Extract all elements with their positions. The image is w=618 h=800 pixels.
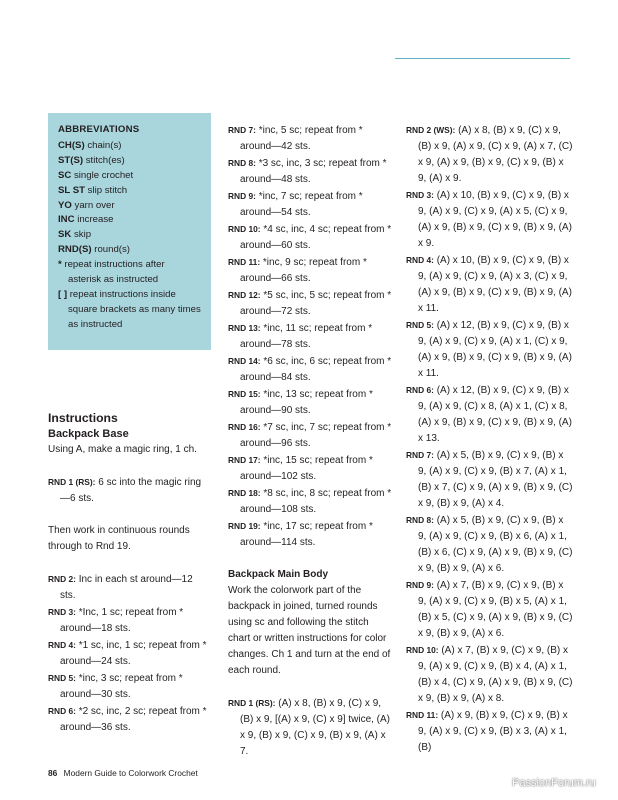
round-instruction: RND 5: (A) x 12, (B) x 9, (C) x 9, (B) x 9, (A) x 9, (C) x 9, (A) x 1, (C) x 9, (A) x 9, (B) x 9, (C) x 9, (B) x 9, (A) x 11. (406, 320, 572, 379)
round-instruction: RND 7: *inc, 5 sc; repeat from * around—42 sts. (228, 125, 363, 152)
round-instruction: RND 18: *8 sc, inc, 8 sc; repeat from * around—108 sts. (228, 488, 392, 515)
round-instruction: RND 6: (A) x 12, (B) x 9, (C) x 9, (B) x 9, (A) x 9, (C) x 8, (A) x 1, (C) x 8, (A) x 9, (B) x 9, (C) x 9, (B) x 9, (A) x 13. (406, 385, 572, 444)
round-instruction: RND 12: *5 sc, inc, 5 sc; repeat from * around—72 sts. (228, 290, 392, 317)
abbreviations-box (48, 113, 211, 350)
watermark: PassionForum.ru (512, 777, 596, 789)
round-instruction: RND 11: *inc, 9 sc; repeat from * around—66 sts. (228, 257, 367, 284)
main-body-text: Work the colorwork part of the backpack in joined, turned rounds using sc and following the stitch chart or written instructions for color changes. Ch 1 and turn at the end of each round. (228, 585, 391, 676)
round-instruction: RND 17: *inc, 15 sc; repeat from * around—102 sts. (228, 455, 373, 482)
round-instruction: RND 6: *2 sc, inc, 2 sc; repeat from * around—36 sts. (48, 706, 207, 733)
abbreviation-item: ST(S) stitch(es) (58, 154, 125, 166)
abbreviation-item: * repeat instructions after asterisk as instructed (58, 259, 165, 286)
column-2 (228, 122, 393, 760)
continuous-rounds-text: Then work in continuous rounds through to Rnd 19. (48, 525, 190, 552)
abbreviation-item: RND(S) round(s) (58, 244, 130, 256)
abbreviations-list (58, 139, 203, 333)
round-instruction: RND 9: *inc, 7 sc; repeat from * around—54 sts. (228, 191, 363, 218)
backpack-base-heading: Backpack Base (48, 428, 129, 440)
book-title: Modern Guide to Colorwork Crochet (63, 768, 198, 778)
round-instruction: RND 8: (A) x 5, (B) x 9, (C) x 9, (B) x 9, (A) x 9, (C) x 9, (B) x 6, (A) x 1, (B) x 6, (C) x 9, (A) x 9, (B) x 9, (C) x 9, (B) x 9, (A) x 6. (406, 515, 573, 574)
round-instruction: RND 9: (A) x 7, (B) x 9, (C) x 9, (B) x 9, (A) x 9, (C) x 9, (B) x 5, (A) x 1, (B) x 5, (C) x 9, (A) x 9, (B) x 9, (C) x 9, (B) x 9, (A) x 6. (406, 580, 573, 639)
round-instruction: RND 13: *inc, 11 sc; repeat from * around—78 sts. (228, 323, 373, 350)
round-instruction: RND 4: *1 sc, inc, 1 sc; repeat from * around—24 sts. (48, 640, 207, 667)
round-instruction: RND 14: *6 sc, inc, 6 sc; repeat from * around—84 sts. (228, 356, 392, 383)
abbreviation-item: SL ST slip stitch (58, 184, 128, 196)
abbreviation-item: CH(S) chain(s) (58, 139, 122, 151)
abbreviation-item: YO yarn over (58, 199, 115, 211)
round-instruction: RND 11: (A) x 9, (B) x 9, (C) x 9, (B) x 9, (A) x 9, (C) x 9, (B) x 3, (A) x 1, (B) (406, 710, 568, 753)
page-footer (48, 768, 198, 778)
intro-text: Using A, make a magic ring, 1 ch. (48, 444, 197, 455)
round-instruction: RND 2 (WS): (A) x 8, (B) x 9, (C) x 9, (B) x 9, (A) x 9, (C) x 9, (A) x 7, (C) x 9, (A) x 9, (B) x 9, (C) x 9, (B) x 9, (A) x 9. (406, 125, 573, 184)
round-instruction: RND 8: *3 sc, inc, 3 sc; repeat from * around—48 sts. (228, 158, 387, 185)
base-rounds-list-cont (228, 122, 393, 551)
abbreviation-item: [ ] repeat instructions inside square brackets as many times as instructed (58, 288, 201, 330)
round-1-base: RND 1 (RS): 6 sc into the magic ring—6 sts. (48, 477, 202, 504)
round-instruction: RND 7: (A) x 5, (B) x 9, (C) x 9, (B) x 9, (A) x 9, (C) x 9, (B) x 7, (A) x 1, (B) x 7, (C) x 9, (A) x 9, (B) x 9, (C) x 9, (B) x 9, (A) x 4. (406, 450, 573, 509)
abbreviation-item: SK skip (58, 229, 92, 241)
abbreviations-title: ABBREVIATIONS (58, 124, 140, 135)
round-instruction: RND 3: *Inc, 1 sc; repeat from * around—18 sts. (48, 607, 184, 634)
base-rounds-list (48, 571, 210, 736)
main-body-heading: Backpack Main Body (228, 569, 329, 580)
round-instruction: RND 3: (A) x 10, (B) x 9, (C) x 9, (B) x 9, (A) x 9, (C) x 9, (A) x 5, (C) x 9, (A) x 9, (B) x 9, (C) x 9, (B) x 9, (A) x 9. (406, 190, 572, 249)
instructions-heading: Instructions (48, 411, 118, 425)
abbreviation-item: SC single crochet (58, 169, 134, 181)
column-3 (406, 122, 574, 756)
round-instruction: RND 16: *7 sc, inc, 7 sc; repeat from * around—96 sts. (228, 422, 392, 449)
round-instruction: RND 10: (A) x 7, (B) x 9, (C) x 9, (B) x 9, (A) x 9, (C) x 9, (B) x 4, (A) x 1, (B) x 4, (C) x 9, (A) x 9, (B) x 9, (C) x 9, (B) x 9, (A) x 8. (406, 645, 573, 704)
body-rounds-list (406, 122, 574, 756)
round-instruction: RND 10: *4 sc, inc, 4 sc; repeat from * around—60 sts. (228, 224, 392, 251)
round-instruction: RND 2: Inc in each st around—12 sts. (48, 574, 193, 601)
round-1-body: RND 1 (RS): (A) x 8, (B) x 9, (C) x 9, (B) x 9, [(A) x 9, (C) x 9] twice, (A) x 9, (B) x 9, (C) x 9, (B) x 9, (A) x 7. (228, 698, 391, 757)
column-1 (48, 410, 210, 736)
header-rule (395, 58, 570, 59)
round-instruction: RND 5: *inc, 3 sc; repeat from * around—30 sts. (48, 673, 183, 700)
round-instruction: RND 4: (A) x 10, (B) x 9, (C) x 9, (B) x 9, (A) x 9, (C) x 9, (A) x 3, (C) x 9, (A) x 9, (B) x 9, (C) x 9, (B) x 9, (A) x 11. (406, 255, 572, 314)
abbreviation-item: INC increase (58, 214, 114, 226)
round-instruction: RND 19: *inc, 17 sc; repeat from * around—114 sts. (228, 521, 373, 548)
round-instruction: RND 15: *inc, 13 sc; repeat from * around—90 sts. (228, 389, 373, 416)
page-number: 86 (48, 768, 58, 778)
